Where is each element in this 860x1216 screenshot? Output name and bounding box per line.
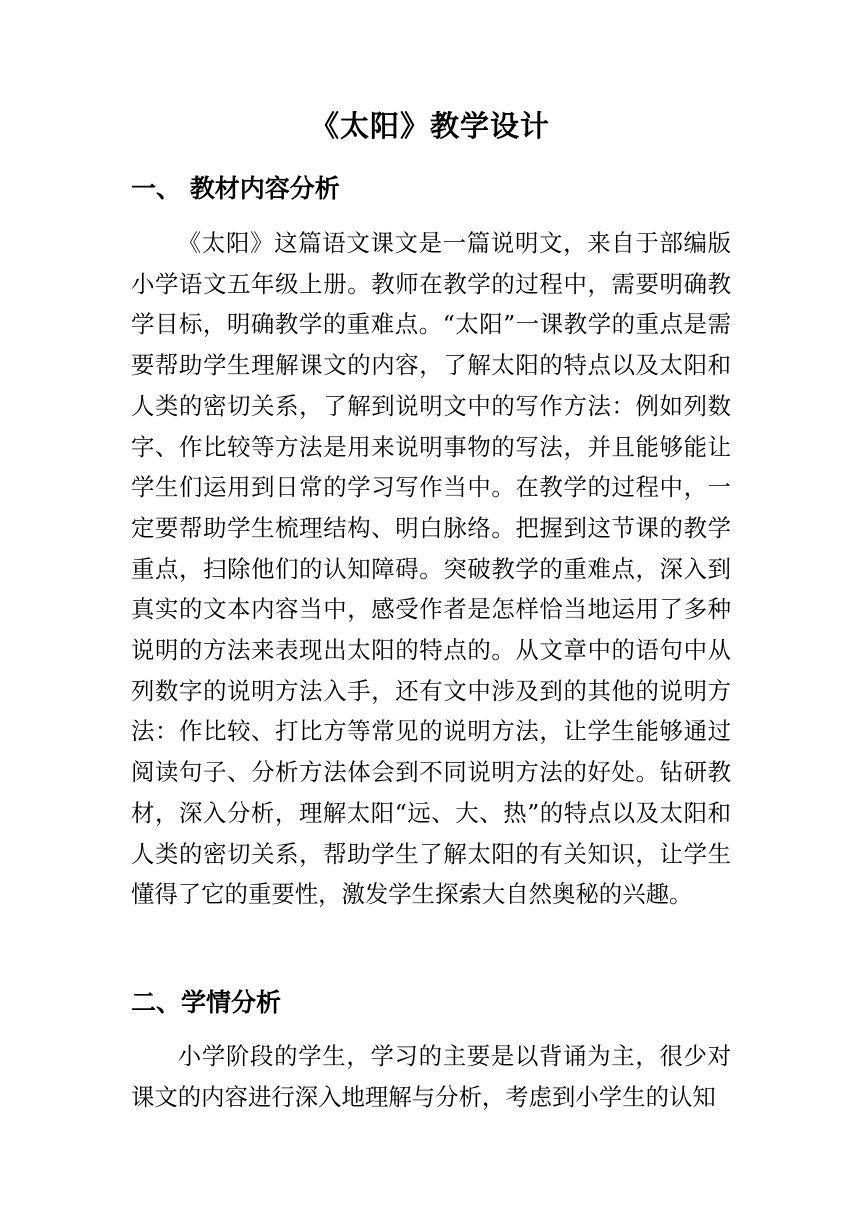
section-heading-textbook-analysis: 一、 教材内容分析 <box>131 174 340 203</box>
section-paragraph-student-analysis: 小学阶段的学生，学习的主要是以背诵为主，很少对课文的内容进行深入地理解与分析，考虑到小学生的认知 <box>131 1042 731 1111</box>
section-paragraph-textbook-analysis: 《太阳》这篇语文课文是一篇说明文，来自于部编版小学语文五年级上册。教师在教学的过程中，需要明确教学目标，明确教学的重难点。“太阳”一课教学的重点是需要帮助学生理解课文的内容，了解太阳的特点以及太阳和人类的密切关系，了解到说明文中的写作方法：例如列数字、作比较等方法是用来说明事物的写法，并且能够能让学生们运用到日常的学习写作当中。在教学的过程中，一定要帮助学生梳理结构、明白脉络。把握到这节课的教学重点，扫除他们的认知障碍。突破教学的重难点，深入到真实的文本内容当中，感受作者是怎样恰当地运用了多种说明的方法来表现出太阳的特点的。从文章中的语句中从列数字的说明方法入手，还有文中涉及到的其他的说明方法：作比较、打比方等常见的说明方法，让学生能够通过阅读句子、分析方法体会到不同说明方法的好处。钻研教材，深入分析，理解太阳“远、大、热”的特点以及太阳和人类的密切关系，帮助学生了解太阳的有关知识，让学生懂得了它的重要性，激发学生探索大自然奥秘的兴趣。 <box>131 229 731 909</box>
section-heading-student-analysis: 二、学情分析 <box>131 988 282 1017</box>
document-title: 《太阳》教学设计 <box>309 109 550 143</box>
